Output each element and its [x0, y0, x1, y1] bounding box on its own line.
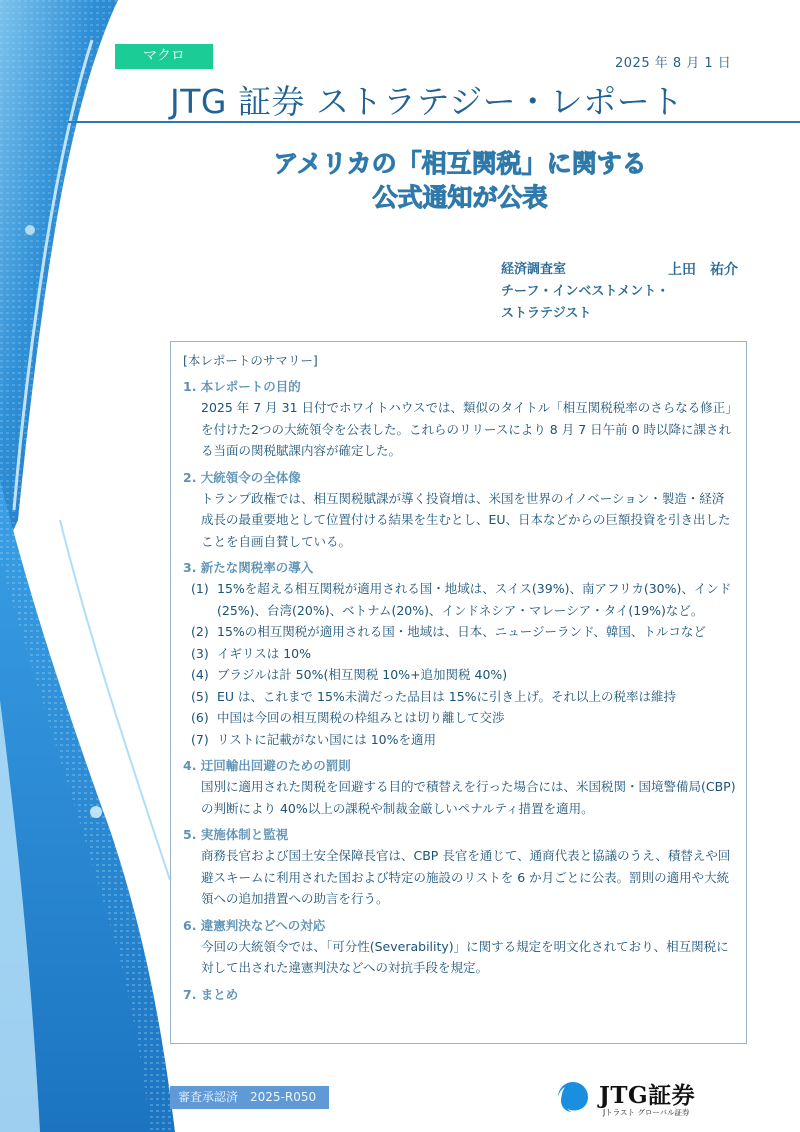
section-title: 1. 本レポートの目的: [183, 379, 301, 394]
summary-section-4: [183, 756, 736, 819]
author-role-line-2: ストラテジスト: [501, 306, 592, 321]
list-item-text: イギリスは 10%: [217, 645, 312, 661]
author-block: [501, 259, 671, 325]
list-item-text: 中国は今回の相互関税の枠組みとは切り離して交渉: [217, 710, 505, 725]
author-name: 上田 祐介: [668, 262, 738, 278]
company-logo: [553, 1077, 713, 1122]
list-item: [183, 578, 736, 621]
category-tag: マクロ: [115, 44, 213, 69]
list-item-number: (1): [191, 581, 209, 596]
list-item: [183, 686, 736, 708]
list-item: [183, 621, 736, 643]
section-title: 7. まとめ: [183, 986, 239, 1002]
list-item-number: (3): [191, 645, 209, 661]
list-item-text: EU は、これまで 15%未満だった品目は 15%に引き上げ。それ以上の税率は維持: [217, 688, 677, 704]
report-title: JTG 証券 ストラテジー・レポート: [170, 82, 684, 121]
headline-line-2: 公式通知が公表: [372, 183, 548, 212]
list-item-number: (6): [191, 710, 209, 725]
summary-box: [170, 341, 747, 1044]
logo-swirl-icon: [553, 1081, 589, 1117]
section-body: 2025 年 7 月 31 日付でホワイトハウスでは、類似のタイトル「相互関税税率のさらなる修正」を付けた2つの大統領令を公表した。これらのリリースにより 8 月 7 日午前 0 時以降に課される当面の関税賦課内容が確定した。: [201, 400, 732, 458]
list-item-text: リストに記載がない国には 10%を適用: [217, 731, 437, 747]
headline: [200, 147, 720, 215]
list-item-number: (2): [191, 624, 209, 639]
list-item-number: (5): [191, 688, 209, 704]
summary-section-1: [183, 377, 736, 462]
section-title: 3. 新たな関税率の導入: [183, 560, 314, 575]
list-item-number: (4): [191, 667, 209, 682]
summary-section-5: [183, 825, 736, 910]
author-department: 経済調査室: [501, 262, 567, 277]
section-body: トランプ政権では、相互関税賦課が導く投資増は、米国を世界のイノベーション・製造・経済成長の最重要地として位置付ける結果を生むとし、EU、日本などからの巨額投資を引き出したことを自画自賛している。: [201, 490, 731, 549]
list-item: [183, 707, 736, 729]
list-item: [183, 664, 736, 686]
section-title: 6. 違憲判決などへの対応: [183, 917, 326, 933]
section-title: 5. 実施体制と監視: [183, 827, 289, 842]
list-item-text: 15%を超える相互関税が適用される国・地域は、スイス(39%)、南アフリカ(30%)、インド(25%)、台湾(20%)、ベトナム(20%)、インドネシア・マレーシア・タイ(19%)など。: [217, 581, 732, 618]
approval-badge: 審査承認済 2025-R050: [170, 1086, 329, 1109]
list-item-number: (7): [191, 731, 209, 747]
list-item-text: ブラジルは計 50%(相互関税 10%+追加関税 40%): [217, 667, 508, 682]
report-date: 2025 年 8 月 1 日: [615, 56, 732, 71]
section-body: 今回の大統領令では、「可分性(Severability)」に関する規定を明文化されており、相互関税に対して出された違憲判決などへの対抗手段を規定。: [201, 938, 729, 975]
logo-subtitle: Jトラスト グローバル証券: [603, 1108, 690, 1117]
section-title: 4. 迂回輸出回避のための罰則: [183, 758, 351, 773]
list-item-text: 15%の相互関税が適用される国・地域は、日本、ニュージーランド、韓国、トルコなど: [217, 624, 706, 639]
summary-section-6: [183, 916, 736, 979]
summary-section-2: [183, 468, 736, 553]
section-title: 2. 大統領令の全体像: [183, 469, 301, 485]
summary-heading: [本レポートのサマリー]: [183, 353, 318, 368]
list-item: [183, 729, 736, 751]
logo-wordmark: JTG証券: [599, 1082, 696, 1109]
summary-section-3: [183, 558, 736, 750]
header-divider: [68, 121, 800, 123]
summary-section-7: [183, 985, 736, 1005]
section-body: 国別に適用された関税を回避する目的で積替えを行った場合には、米国税関・国境警備局(CBP)の判断により 40%以上の課税や制裁金厳しいペナルティ措置を適用。: [201, 779, 736, 816]
headline-line-1: アメリカの「相互関税」に関する: [273, 149, 647, 178]
section-body: 商務長官および国土安全保障長官は、CBP 長官を通じて、通商代表と協議のうえ、積替えや回避スキームに利用された国および特定の施設のリストを 6 か月ごとに公表。罰則の適用や大統領への追加措置への助言を行う。: [201, 848, 731, 906]
list-item: [183, 643, 736, 665]
author-role-line-1: チーフ・インベストメント・: [501, 284, 670, 299]
